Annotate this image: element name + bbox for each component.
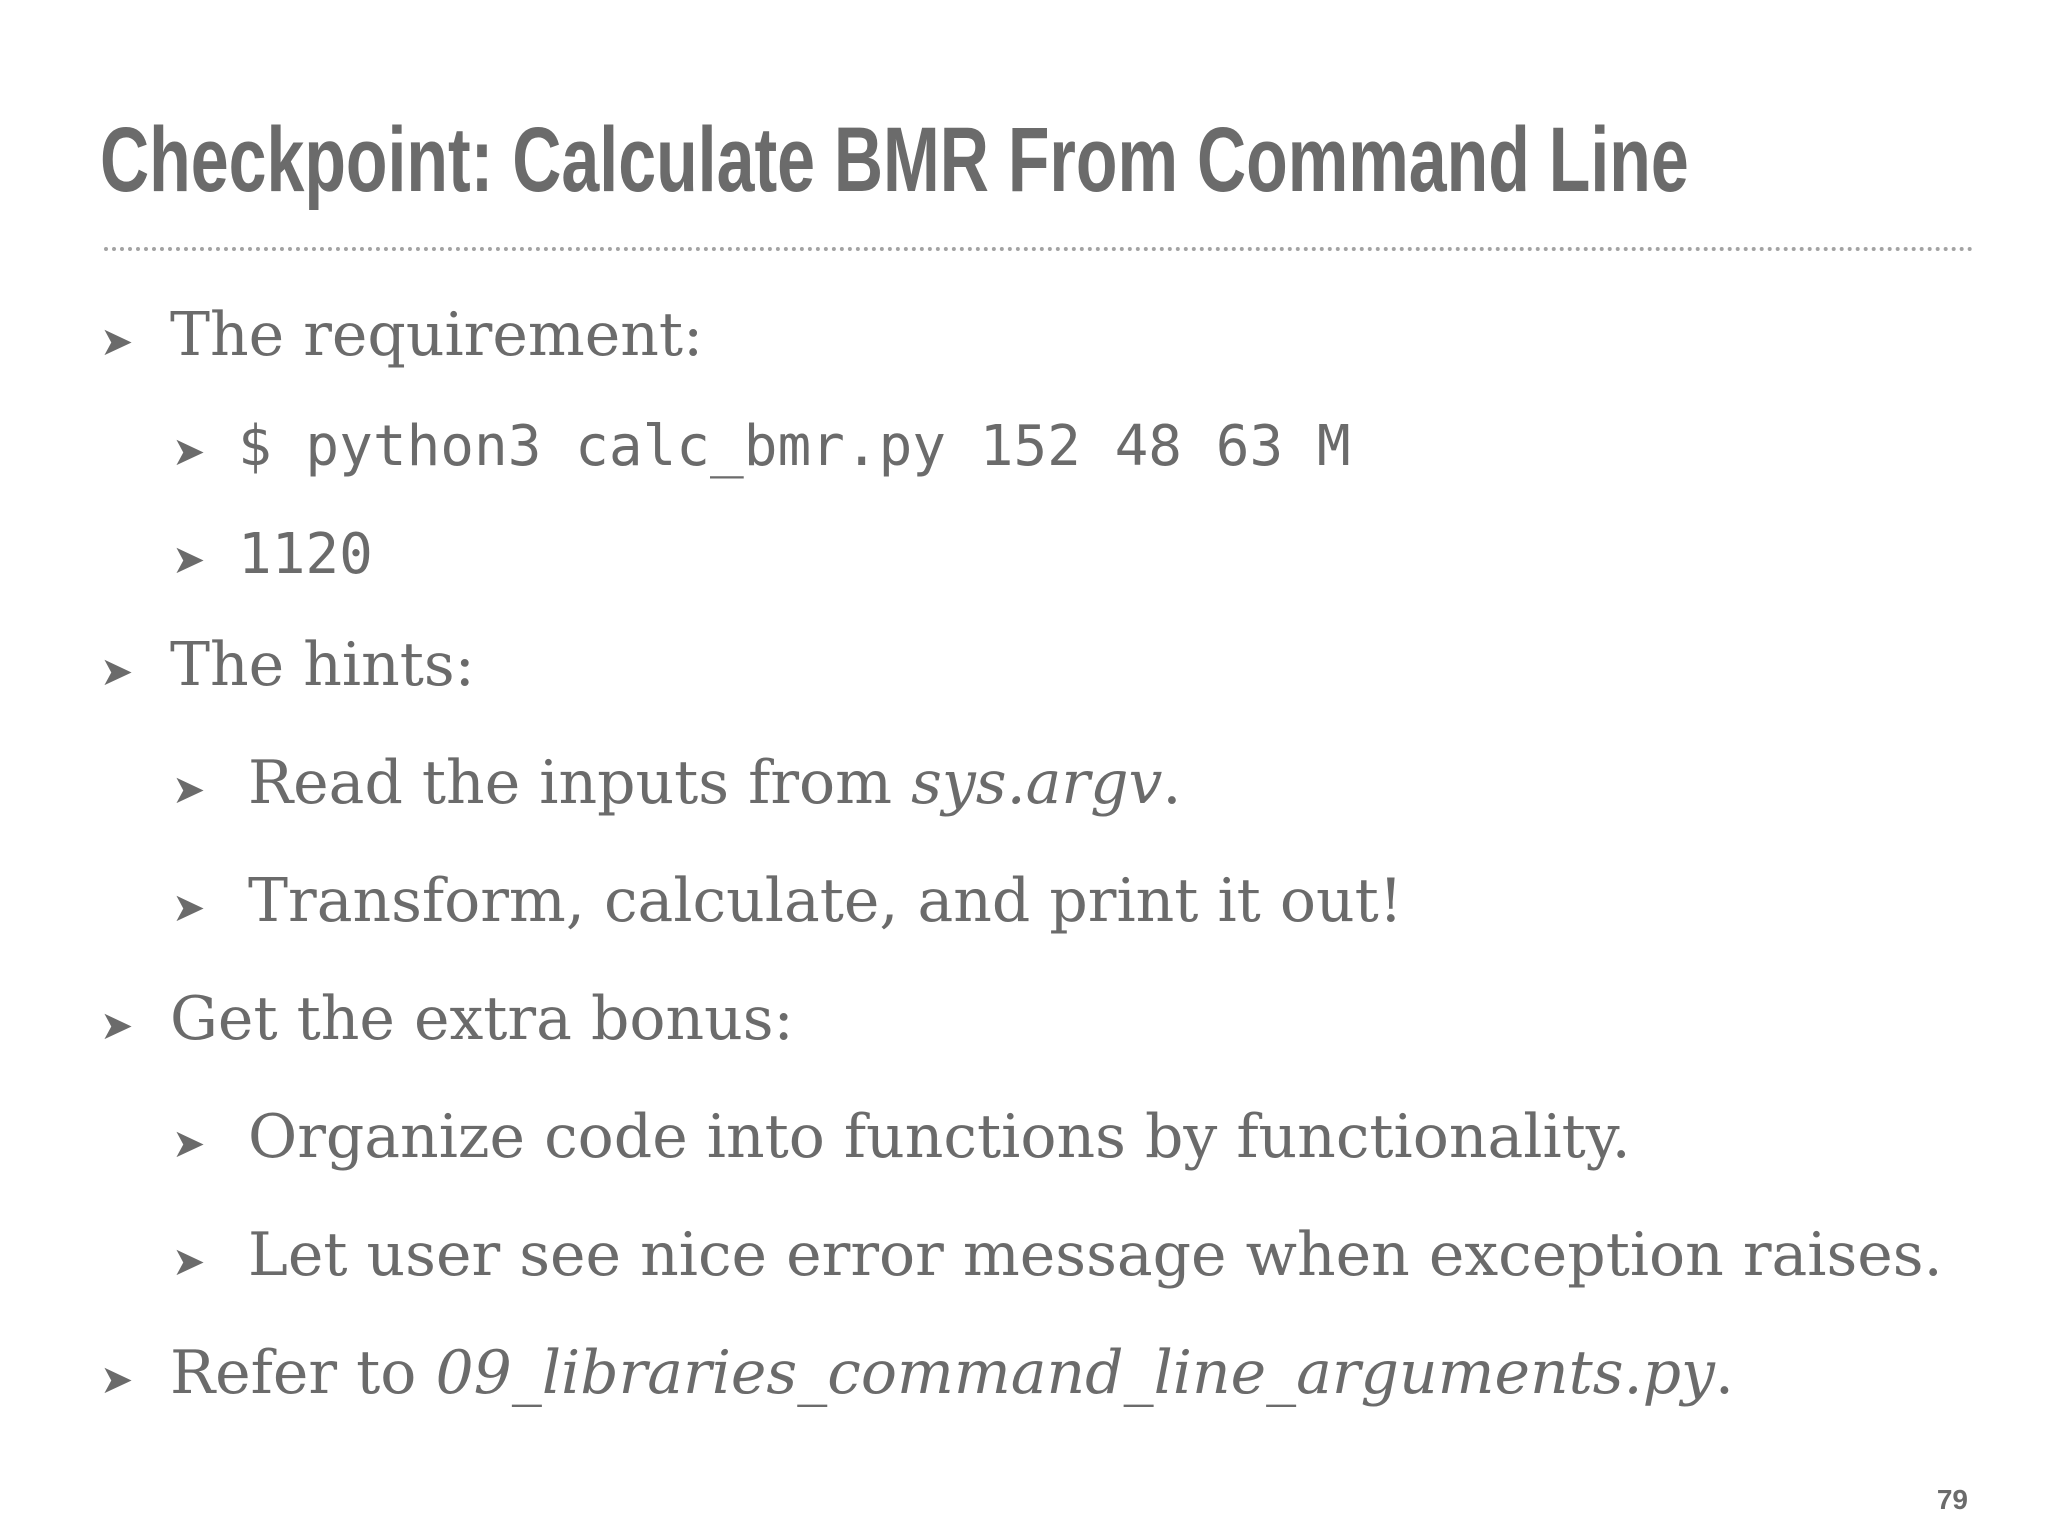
bullet-requirement bbox=[100, 300, 703, 370]
refer-text bbox=[170, 1338, 1734, 1408]
arrowhead-bullet-icon: ➤ bbox=[100, 319, 134, 365]
command-text: $ python3 calc_bmr.py 152 48 63 M bbox=[238, 414, 1351, 479]
arrowhead-bullet-icon: ➤ bbox=[172, 537, 206, 583]
requirement-label: The requirement: bbox=[170, 300, 704, 370]
page-number: 79 bbox=[1936, 1484, 1968, 1515]
hints-label: The hints: bbox=[170, 630, 475, 700]
title-divider bbox=[104, 247, 1974, 251]
slide-title: Checkpoint: Calculate BMR From Command Line bbox=[100, 109, 1689, 211]
bullet-bonus bbox=[100, 984, 794, 1054]
read-prefix: Read the inputs from bbox=[248, 748, 912, 818]
arrowhead-bullet-icon: ➤ bbox=[100, 1357, 134, 1403]
read-suffix: . bbox=[1162, 748, 1182, 818]
organize-text: Organize code into functions by functionality. bbox=[248, 1102, 1631, 1172]
arrowhead-bullet-icon: ➤ bbox=[100, 649, 134, 695]
refer-suffix: . bbox=[1714, 1338, 1734, 1408]
errors-text: Let user see nice error message when exception raises. bbox=[248, 1220, 1943, 1290]
bullet-output bbox=[172, 522, 373, 587]
bullet-errors bbox=[172, 1220, 1943, 1290]
arrowhead-bullet-icon: ➤ bbox=[100, 1003, 134, 1049]
arrowhead-bullet-icon: ➤ bbox=[172, 1239, 206, 1285]
bullet-organize bbox=[172, 1102, 1631, 1172]
bullet-refer bbox=[100, 1338, 1734, 1408]
arrowhead-bullet-icon: ➤ bbox=[172, 885, 206, 931]
read-inputs-text bbox=[248, 748, 1182, 818]
transform-text: Transform, calculate, and print it out! bbox=[248, 866, 1403, 936]
bullet-read-inputs bbox=[172, 748, 1182, 818]
bullet-transform bbox=[172, 866, 1403, 936]
refer-filename: 09_libraries_command_line_arguments.py bbox=[435, 1338, 1715, 1408]
bullet-hints bbox=[100, 630, 475, 700]
arrowhead-bullet-icon: ➤ bbox=[172, 429, 206, 475]
arrowhead-bullet-icon: ➤ bbox=[172, 767, 206, 813]
bullet-command bbox=[172, 414, 1351, 479]
sys-argv-emphasis: sys.argv bbox=[911, 748, 1163, 818]
refer-prefix: Refer to bbox=[170, 1338, 436, 1408]
output-text: 1120 bbox=[238, 522, 373, 587]
bonus-label: Get the extra bonus: bbox=[170, 984, 794, 1054]
arrowhead-bullet-icon: ➤ bbox=[172, 1121, 206, 1167]
